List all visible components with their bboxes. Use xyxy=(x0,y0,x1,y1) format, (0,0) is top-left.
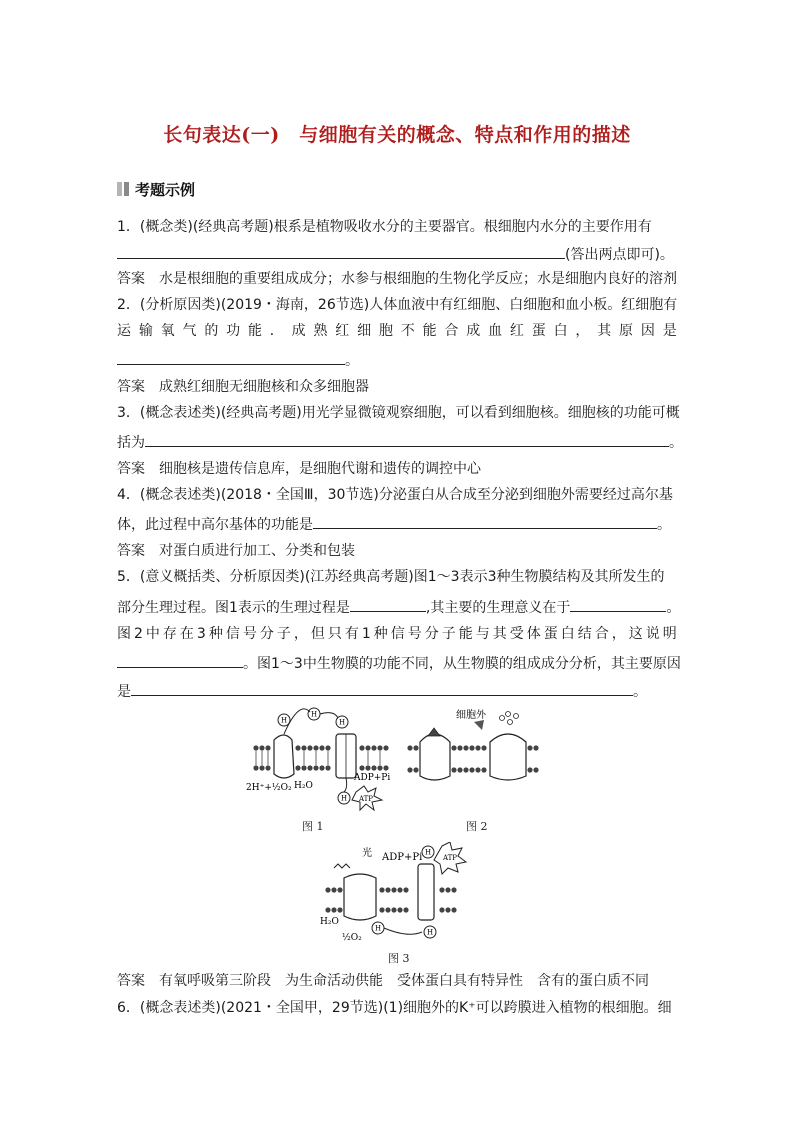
photosystem-icon xyxy=(344,874,376,920)
q3-line1: 3．(概念表述类)(经典高考题)用光学显微镜观察细胞，可以看到细胞核。细胞核的功能可概 xyxy=(117,405,680,421)
svg-text:ATP: ATP xyxy=(358,795,374,803)
q2-blank[interactable] xyxy=(117,349,345,365)
q1-answer xyxy=(117,269,677,289)
signal-cluster-icon xyxy=(500,712,519,725)
q3-line2 xyxy=(117,431,683,453)
q5-line5-head: 是 xyxy=(117,684,131,700)
svg-text:H: H xyxy=(340,794,348,803)
receptor-protein-2-icon xyxy=(490,734,526,780)
figure-2 xyxy=(404,706,546,786)
section-title: 考题示例 xyxy=(135,180,196,199)
q4-line2 xyxy=(117,513,671,535)
svg-text:H: H xyxy=(426,928,434,937)
q5-line4 xyxy=(117,652,681,674)
fig1-label-adp: ADP+Pi xyxy=(354,773,391,783)
q5-line1: 5．(意义概括类、分析原因类)(江苏经典高考题)图1～3表示3种生物膜结构及其所发生的 xyxy=(117,569,665,585)
fig3-label-adp: ADP+Pi xyxy=(382,852,423,863)
answer-label: 答案 xyxy=(117,461,145,477)
section-header xyxy=(117,178,195,200)
q4-line2-head: 体，此过程中高尔基体的功能是 xyxy=(117,517,313,533)
q2-line3-tail: 。 xyxy=(345,353,359,369)
section-marker-icon xyxy=(117,182,129,196)
fig3-label-h2o: H₂O xyxy=(320,917,339,927)
fig2-label-out: 细胞外 xyxy=(456,710,486,721)
q5-line3: 图 2 中 存 在 3 种 信 号 分 子 ， 但 只 有 1 种 信 号 分 子 能 与 其 受 体 蛋 白 结 合 ， 这 说 明 xyxy=(117,626,677,642)
q1-blank[interactable] xyxy=(117,243,565,259)
q5-line4-tail: 。图1～3中生物膜的功能不同，从生物膜的组成成分分析，其主要原因 xyxy=(243,656,681,672)
q5-blank-1[interactable] xyxy=(350,596,426,612)
q5-line2 xyxy=(117,596,680,618)
svg-text:H: H xyxy=(280,716,288,725)
svg-text:H: H xyxy=(310,710,318,719)
q2-answer-text: 成熟红细胞无细胞核和众多细胞器 xyxy=(159,379,369,395)
q4-line2-tail: 。 xyxy=(657,517,671,533)
q5-line5 xyxy=(117,680,647,702)
fig3-label-o2: ½O₂ xyxy=(342,933,362,943)
figure-1 xyxy=(244,704,404,812)
q2-line3 xyxy=(117,349,359,371)
bound-signal-icon xyxy=(428,728,440,736)
q2-answer xyxy=(117,377,369,397)
fig3-label-light: 光 xyxy=(362,848,372,859)
q5-line5-tail: 。 xyxy=(633,684,647,700)
q5-answer-text: 有氧呼吸第三阶段 为生命活动供能 受体蛋白具有特异性 含有的蛋白质不同 xyxy=(159,973,649,989)
q5-blank-4[interactable] xyxy=(131,680,633,696)
fig1-label-left: 2H⁺+½O₂ xyxy=(246,783,292,793)
q1-line2 xyxy=(117,243,674,265)
q5-blank-2[interactable] xyxy=(570,596,666,612)
pump-protein-icon xyxy=(274,735,294,778)
q3-answer xyxy=(117,459,481,479)
figure-3-caption: 图 3 xyxy=(388,952,410,965)
svg-text:H: H xyxy=(424,848,432,857)
atp-synthase-icon xyxy=(418,864,434,920)
signal-molecule-icon xyxy=(474,720,484,730)
q3-answer-text: 细胞核是遗传信息库，是细胞代谢和遗传的调控中心 xyxy=(159,461,481,477)
answer-label: 答案 xyxy=(117,543,145,559)
q5-line2-c: 。 xyxy=(666,600,681,616)
q2-line2: 运 输 氧 气 的 功 能 ． 成 熟 红 细 胞 不 能 合 成 血 红 蛋 白 ， 其 原 因 是 xyxy=(117,323,677,339)
answer-label: 答案 xyxy=(117,973,145,989)
q4-line1: 4．(概念表述类)(2018・全国Ⅲ，30节选)分泌蛋白从合成至分泌到细胞外需要经过高尔基 xyxy=(117,487,673,503)
svg-text:H: H xyxy=(374,924,382,933)
q1-line2-tail: (答出两点即可)。 xyxy=(565,247,674,263)
figure-1-caption: 图 1 xyxy=(302,820,324,833)
figure-2-caption: 图 2 xyxy=(466,820,488,833)
q6-line1: 6．(概念表述类)(2021・全国甲，29节选)(1)细胞外的K⁺可以跨膜进入植物的根细胞。细 xyxy=(117,1000,672,1016)
page-title: 长句表达(一) 与细胞有关的概念、特点和作用的描述 xyxy=(163,124,631,146)
receptor-protein-icon xyxy=(420,734,450,780)
q4-answer-text: 对蛋白质进行加工、分类和包装 xyxy=(159,543,355,559)
answer-label: 答案 xyxy=(117,379,145,395)
fig1-label-h2o: H₂O xyxy=(294,781,313,791)
light-wave-icon xyxy=(334,864,350,868)
q2-line1: 2．(分析原因类)(2019・海南，26节选)人体血液中有红细胞、白细胞和血小板。红细胞有 xyxy=(117,297,678,313)
q3-line2-head: 括为 xyxy=(117,435,145,451)
figure-3 xyxy=(318,842,478,946)
q1-answer-text: 水是根细胞的重要组成成分；水参与根细胞的生物化学反应；水是细胞内良好的溶剂 xyxy=(159,271,677,287)
q4-answer xyxy=(117,541,355,561)
q3-line2-tail: 。 xyxy=(669,435,683,451)
answer-label: 答案 xyxy=(117,271,145,287)
q5-answer xyxy=(117,971,649,991)
q3-blank[interactable] xyxy=(145,431,669,447)
q5-blank-3[interactable] xyxy=(117,652,243,668)
svg-text:ATP: ATP xyxy=(442,854,458,862)
svg-text:H: H xyxy=(338,718,346,727)
q5-line2-a: 部分生理过程。图1表示的生理过程是 xyxy=(117,600,350,616)
q1-line1: 1．(概念类)(经典高考题)根系是植物吸收水分的主要器官。根细胞内水分的主要作用有 xyxy=(117,219,652,235)
q4-blank[interactable] xyxy=(313,513,657,529)
q5-line2-b: ,其主要的生理意义在于 xyxy=(425,600,571,616)
